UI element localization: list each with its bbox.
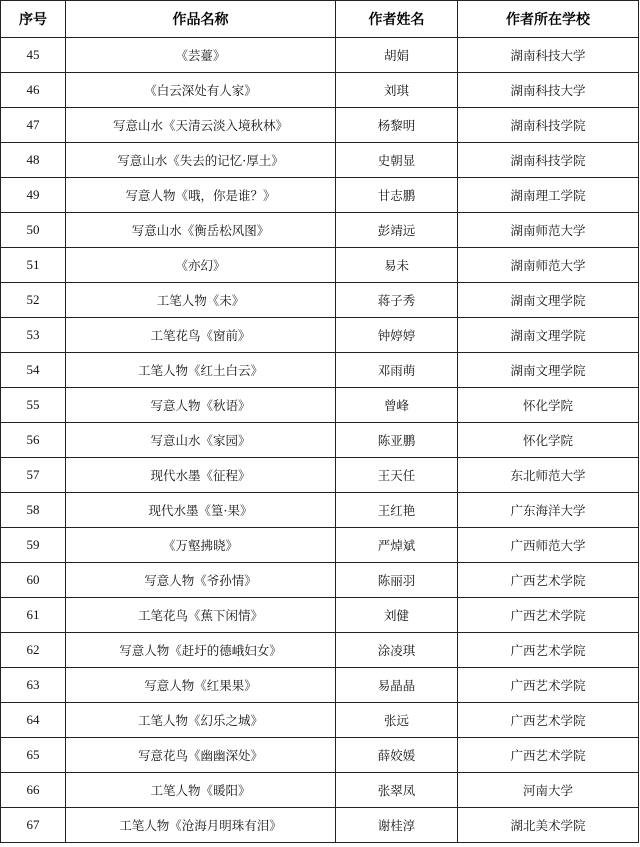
cell-author: 易晶晶 (336, 668, 458, 703)
cell-title: 写意花鸟《幽幽深处》 (66, 738, 336, 773)
cell-title: 写意人物《秋语》 (66, 388, 336, 423)
cell-index: 59 (1, 528, 66, 563)
table-row (1, 318, 639, 353)
cell-author: 王红艳 (336, 493, 458, 528)
table-row (1, 143, 639, 178)
cell-author: 刘健 (336, 598, 458, 633)
cell-index: 62 (1, 633, 66, 668)
cell-author: 涂凌琪 (336, 633, 458, 668)
cell-title: 写意人物《赶圩的德峨妇女》 (66, 633, 336, 668)
header-school: 作者所在学校 (458, 1, 639, 38)
cell-author: 曾峰 (336, 388, 458, 423)
cell-title: 写意人物《哦，你是谁？》 (66, 178, 336, 213)
table-row (1, 738, 639, 773)
cell-school: 湖南文理学院 (458, 283, 639, 318)
cell-index: 49 (1, 178, 66, 213)
cell-author: 王天任 (336, 458, 458, 493)
cell-author: 薛姣媛 (336, 738, 458, 773)
table-row (1, 668, 639, 703)
cell-index: 64 (1, 703, 66, 738)
table-row (1, 808, 639, 843)
cell-index: 48 (1, 143, 66, 178)
table-row (1, 108, 639, 143)
cell-index: 66 (1, 773, 66, 808)
cell-school: 湖南文理学院 (458, 353, 639, 388)
cell-author: 易未 (336, 248, 458, 283)
cell-title: 写意山水《天清云淡入境秋林》 (66, 108, 336, 143)
table-row (1, 38, 639, 73)
cell-author: 彭靖远 (336, 213, 458, 248)
cell-author: 史朝显 (336, 143, 458, 178)
cell-school: 湖南师范大学 (458, 248, 639, 283)
cell-school: 湖南科技学院 (458, 143, 639, 178)
header-index: 序号 (1, 1, 66, 38)
table-row (1, 528, 639, 563)
cell-index: 51 (1, 248, 66, 283)
cell-index: 46 (1, 73, 66, 108)
cell-title: 《万壑拂晓》 (66, 528, 336, 563)
cell-school: 东北师范大学 (458, 458, 639, 493)
cell-school: 广东海洋大学 (458, 493, 639, 528)
cell-school: 河南大学 (458, 773, 639, 808)
cell-school: 广西艺术学院 (458, 668, 639, 703)
table-row (1, 703, 639, 738)
table-body (1, 38, 639, 843)
cell-index: 55 (1, 388, 66, 423)
cell-author: 邓雨萌 (336, 353, 458, 388)
header-title: 作品名称 (66, 1, 336, 38)
table-row (1, 388, 639, 423)
cell-school: 广西艺术学院 (458, 633, 639, 668)
cell-index: 47 (1, 108, 66, 143)
cell-author: 陈丽羽 (336, 563, 458, 598)
cell-title: 工笔人物《幻乐之城》 (66, 703, 336, 738)
cell-title: 现代水墨《篁·果》 (66, 493, 336, 528)
cell-school: 广西师范大学 (458, 528, 639, 563)
cell-index: 53 (1, 318, 66, 353)
cell-author: 钟婷婷 (336, 318, 458, 353)
cell-index: 61 (1, 598, 66, 633)
table-row (1, 73, 639, 108)
table-row (1, 423, 639, 458)
table-row (1, 493, 639, 528)
cell-index: 58 (1, 493, 66, 528)
cell-author: 刘琪 (336, 73, 458, 108)
cell-title: 写意山水《失去的记忆·厚土》 (66, 143, 336, 178)
cell-title: 《亦幻》 (66, 248, 336, 283)
cell-author: 严焯斌 (336, 528, 458, 563)
cell-school: 湖南科技学院 (458, 108, 639, 143)
cell-index: 54 (1, 353, 66, 388)
cell-school: 怀化学院 (458, 423, 639, 458)
table-row (1, 283, 639, 318)
cell-title: 《白云深处有人家》 (66, 73, 336, 108)
cell-school: 湖南科技大学 (458, 38, 639, 73)
cell-author: 张远 (336, 703, 458, 738)
cell-school: 广西艺术学院 (458, 598, 639, 633)
table-row (1, 353, 639, 388)
cell-index: 67 (1, 808, 66, 843)
cell-title: 工笔人物《红土白云》 (66, 353, 336, 388)
table-row (1, 178, 639, 213)
cell-index: 60 (1, 563, 66, 598)
cell-index: 52 (1, 283, 66, 318)
table-row (1, 633, 639, 668)
cell-school: 湖北美术学院 (458, 808, 639, 843)
cell-title: 写意山水《衡岳松风图》 (66, 213, 336, 248)
cell-index: 45 (1, 38, 66, 73)
cell-title: 写意人物《爷孙情》 (66, 563, 336, 598)
cell-index: 56 (1, 423, 66, 458)
cell-school: 湖南科技大学 (458, 73, 639, 108)
cell-author: 张翠凤 (336, 773, 458, 808)
cell-title: 现代水墨《征程》 (66, 458, 336, 493)
cell-school: 湖南师范大学 (458, 213, 639, 248)
cell-author: 胡娟 (336, 38, 458, 73)
cell-author: 蒋子秀 (336, 283, 458, 318)
cell-school: 湖南理工学院 (458, 178, 639, 213)
cell-school: 怀化学院 (458, 388, 639, 423)
cell-title: 《芸薹》 (66, 38, 336, 73)
table-row (1, 563, 639, 598)
cell-title: 写意山水《家园》 (66, 423, 336, 458)
table-row (1, 458, 639, 493)
table-row (1, 773, 639, 808)
cell-author: 甘志鹏 (336, 178, 458, 213)
cell-title: 写意人物《红果果》 (66, 668, 336, 703)
cell-school: 广西艺术学院 (458, 563, 639, 598)
cell-author: 谢桂淳 (336, 808, 458, 843)
cell-school: 湖南文理学院 (458, 318, 639, 353)
cell-title: 工笔人物《未》 (66, 283, 336, 318)
cell-title: 工笔花鸟《蕉下闲情》 (66, 598, 336, 633)
cell-author: 陈亚鹏 (336, 423, 458, 458)
table-row (1, 598, 639, 633)
cell-index: 57 (1, 458, 66, 493)
cell-title: 工笔人物《沧海月明珠有泪》 (66, 808, 336, 843)
table-row (1, 213, 639, 248)
cell-author: 杨黎明 (336, 108, 458, 143)
cell-index: 50 (1, 213, 66, 248)
cell-index: 63 (1, 668, 66, 703)
table-header-row (1, 1, 639, 38)
cell-school: 广西艺术学院 (458, 703, 639, 738)
table-row (1, 248, 639, 283)
cell-title: 工笔人物《暖阳》 (66, 773, 336, 808)
header-author: 作者姓名 (336, 1, 458, 38)
cell-school: 广西艺术学院 (458, 738, 639, 773)
cell-title: 工笔花鸟《窗前》 (66, 318, 336, 353)
cell-index: 65 (1, 738, 66, 773)
